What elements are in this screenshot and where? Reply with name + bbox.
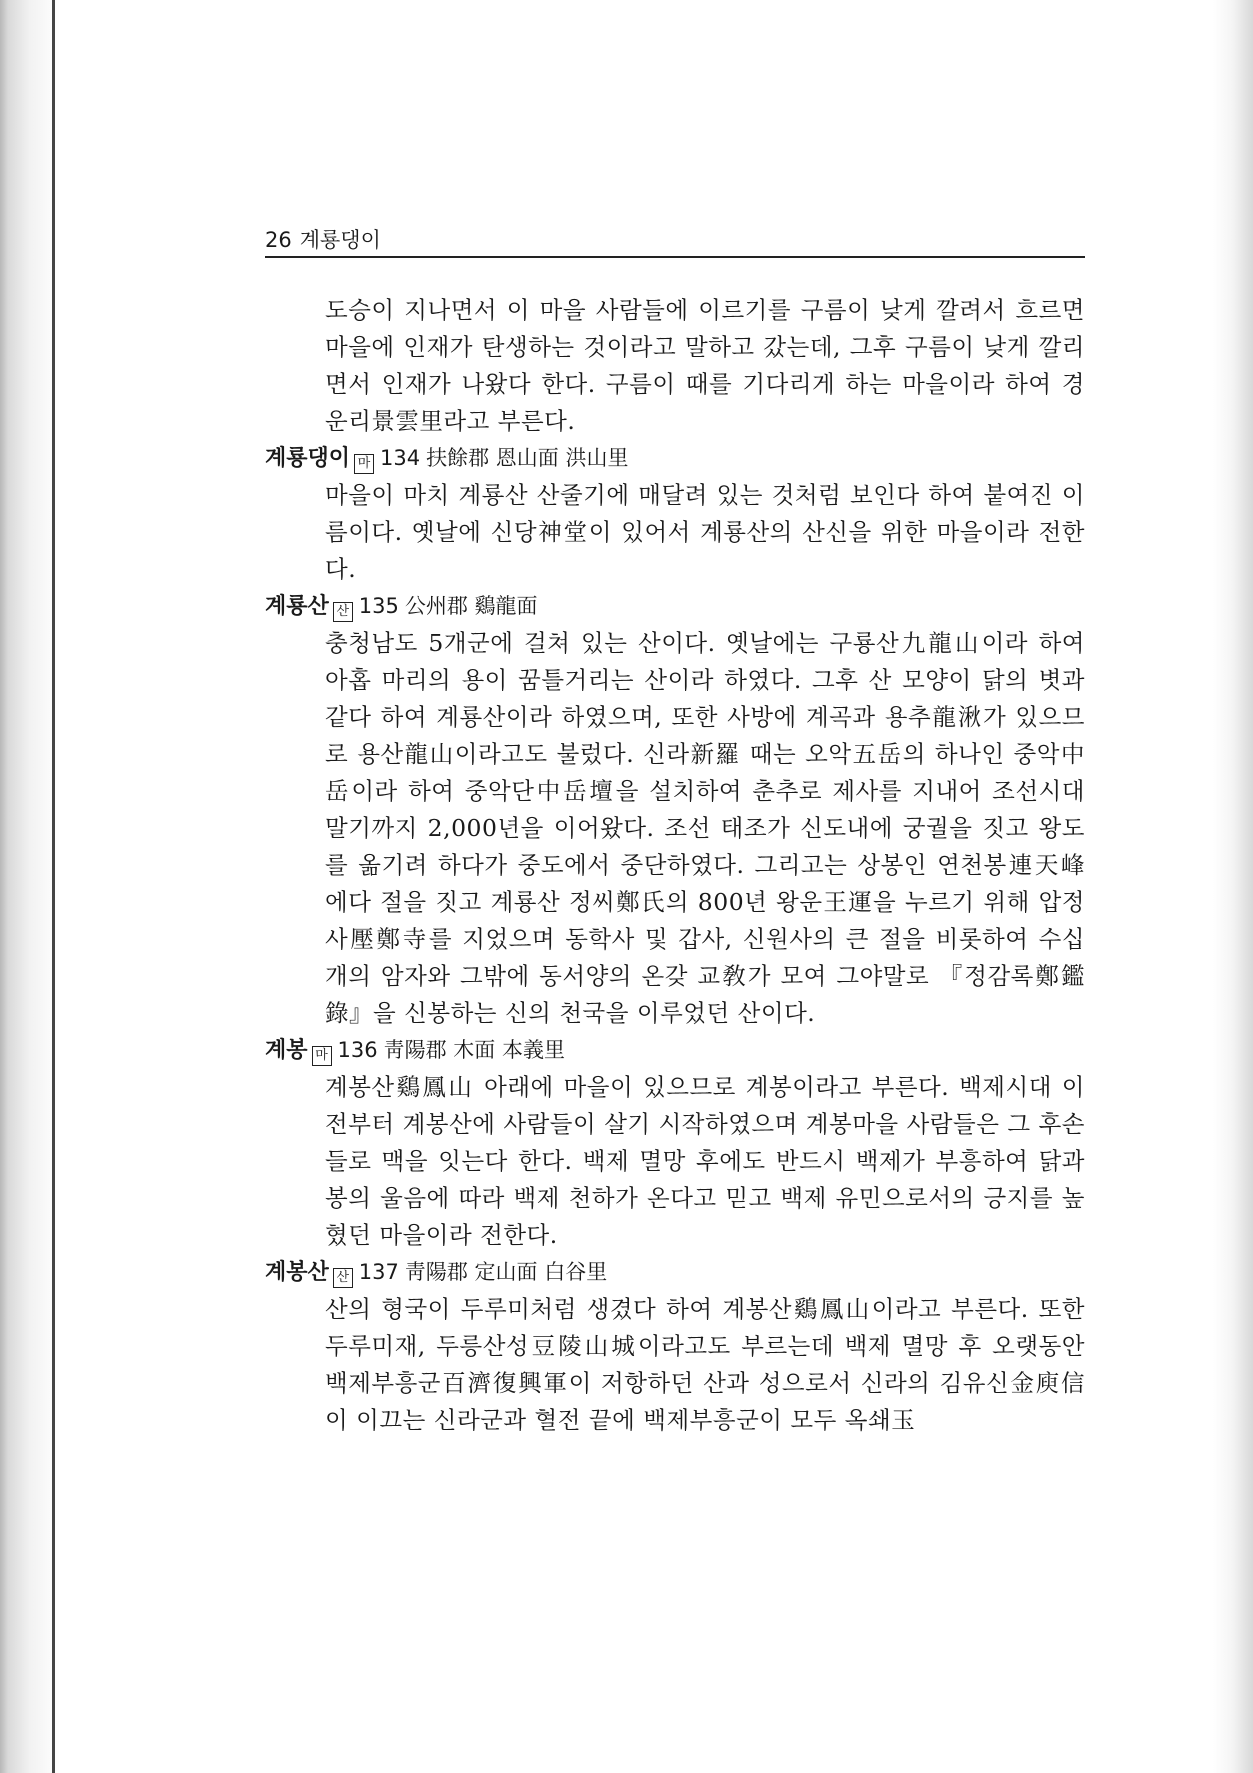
entry-number: 137 [358,1260,399,1284]
page-edge-shadow [1213,0,1253,1773]
entry-location: 扶餘郡 恩山面 洪山里 [426,446,629,470]
entry-heading [265,1032,1085,1069]
page-content [265,292,1085,1439]
entry-location: 靑陽郡 定山面 白谷里 [404,1260,608,1284]
entry-location: 靑陽郡 木面 本義里 [383,1038,565,1062]
running-title: 계룡댕이 [299,228,381,252]
entry-number: 135 [358,594,399,618]
entry-text: 산의 형국이 두루미처럼 생겼다 하여 계봉산鷄鳳山이라고 부른다. 또한 두루미재, 두릉산성豆陵山城이라고도 부르는데 백제 멸망 후 오랫동안 백제부흥군百濟復興軍이 저항하던 산과 성으로서 신라의 김유신金庾信이 이끄는 신라군과 혈전 끝에 백제부흥군이 모두 옥쇄玉 [325,1295,1085,1434]
entry-134 [265,440,1085,588]
running-head [265,224,1085,258]
entry-location: 公州郡 鷄龍面 [404,594,538,618]
category-mark: 마 [312,1046,332,1066]
book-spine-shadow [0,0,60,1773]
book-gutter-line [52,0,55,1773]
entry-number: 136 [337,1038,378,1062]
entry-number: 134 [380,446,421,470]
entry-text: 계봉산鷄鳳山 아래에 마을이 있으므로 계봉이라고 부른다. 백제시대 이전부터 계봉산에 사람들이 살기 시작하였으며 계봉마을 사람들은 그 후손들로 맥을 잇는다 한다. 백제 멸망 후에도 반드시 백제가 부흥하여 닭과 봉의 울음에 따라 백제 천하가 온다고 믿고 백제 유민으로서의 긍지를 높혔던 마을이라 전한다. [325,1073,1085,1249]
intro-paragraph: 도승이 지나면서 이 마을 사람들에 이르기를 구름이 낮게 깔려서 흐르면 마을에 인재가 탄생하는 것이라고 말하고 갔는데, 그후 구름이 낮게 깔리면서 인재가 나왔다 한다. 구름이 때를 기다리게 하는 마을이라 하여 경운리景雲里라고 부른다. [325,296,1085,435]
document-page [265,224,1085,1439]
entry-heading [265,588,1085,625]
entry-136 [265,1032,1085,1254]
entry-name: 계룡산 [265,594,329,619]
entry-135 [265,588,1085,1032]
category-mark: 산 [333,602,353,622]
page-number: 26 [265,228,292,252]
entry-heading [265,440,1085,477]
entry-text: 마을이 마치 계룡산 산줄기에 매달려 있는 것처럼 보인다 하여 붙여진 이름이다. 옛날에 신당神堂이 있어서 계룡산의 산신을 위한 마을이라 전한다. [325,481,1085,583]
category-mark: 산 [333,1268,353,1288]
category-mark: 마 [354,454,374,474]
entry-heading [265,1254,1085,1291]
entry-137 [265,1254,1085,1439]
entry-name: 계봉산 [265,1260,329,1285]
entry-name: 계룡댕이 [265,446,351,471]
entry-text: 충청남도 5개군에 걸쳐 있는 산이다. 옛날에는 구룡산九龍山이라 하여 아홉 마리의 용이 꿈틀거리는 산이라 하였다. 그후 산 모양이 닭의 볏과 같다 하여 계룡산이라 하였으며, 또한 사방에 계곡과 용추龍湫가 있으므로 용산龍山이라고도 불렀다. 신라新羅 때는 오악五岳의 하나인 중악中岳이라 하여 중악단中岳壇을 설치하여 춘추로 제사를 지내어 조선시대 말기까지 2,000년을 이어왔다. 조선 태조가 신도내에 궁궐을 짓고 왕도를 옮기려 하다가 중도에서 중단하였다. 그리고는 상봉인 연천봉連天峰에다 절을 짓고 계룡산 정씨鄭氏의 800년 왕운王運을 누르기 위해 압정사壓鄭寺를 지었으며 동학사 및 갑사, 신원사의 큰 절을 비롯하여 수십 개의 암자와 그밖에 동서양의 온갖 교敎가 모여 그야말로 『정감록鄭鑑錄』을 신봉하는 신의 천국을 이루었던 산이다. [325,629,1086,1027]
entry-name: 계봉 [265,1038,308,1063]
